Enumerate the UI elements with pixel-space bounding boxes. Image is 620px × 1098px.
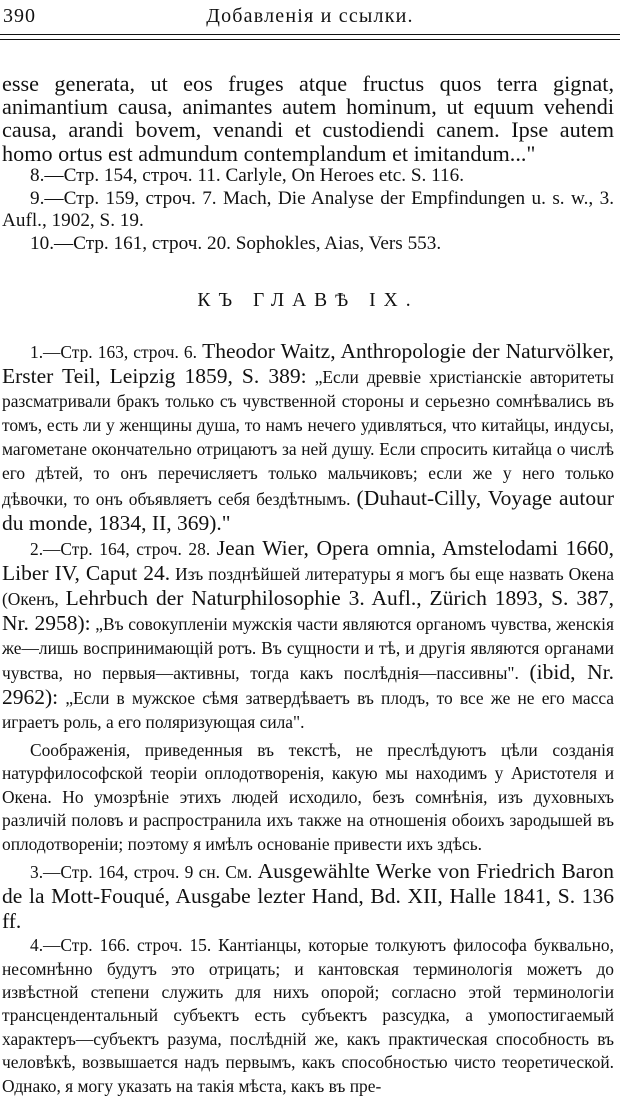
note-citation: Mach, Die Analyse der Empfindungen u. s. w., 3. Aufl., 1902, S. 19. xyxy=(2,187,614,232)
latin-quote: esse generata, ut eos fruges atque fructus quos terra gignat, animantium causa, animantes autem hominum, ut equum vehendi causa, arandi bovem, venandi et custodiendi canem. Ipse autem homo ortus est admundum contemplandum et imitandum..." xyxy=(2,71,614,166)
note-citation: Ausgewählte Werke von Friedrich Baron de la Mott-Fouqué, Ausgabe lezter Hand, Bd. XII, Halle 1841, S. 136 ff. xyxy=(2,859,614,933)
chapter-note-2 xyxy=(2,536,614,735)
note-source: (Duhaut-Cilly, Voyage autour du monde, 1834, II, 369)." xyxy=(2,485,614,535)
note-citation-b: Lehrbuch der Naturphilosophie 3. Aufl., Zürich 1893, S. 387, Nr. 2958): xyxy=(2,585,614,636)
note-quote: „Если древвіе христіанскіе авторитеты разсматривали бракъ только съ чувственной стороны и серьезно сомнѣвались въ томъ, есть ли у женщины душа, то намъ нечего удивляться, что китайцы, индусы, магометане окончательно отрицаютъ за ней душу. Если спросить китайца о числѣ его дѣтей, то онъ перечисляетъ только мальчиковъ; если же у него только дѣвочки, то онъ объявляетъ себя бездѣтнымъ. xyxy=(2,367,614,509)
note-10 xyxy=(2,233,614,256)
note-ref: 3.—Стр. 164, строч. 9 сн. См. xyxy=(30,862,253,883)
note-9 xyxy=(2,188,614,234)
note-ref: 10.—Стр. 161, строч. 20. xyxy=(30,233,231,255)
chapter-note-3 xyxy=(2,860,614,934)
chapter-heading: КЪ ГЛАВѢ IX. xyxy=(197,290,419,311)
note-text: Изъ позднѣйшей литературы я могъ бы еще назвать Окена (Окенъ, xyxy=(2,563,614,609)
note-citation: Carlyle, On Heroes etc. S. 116. xyxy=(225,164,464,186)
header-rule-bottom xyxy=(0,39,620,40)
note-ref: 2.—Стр. 164, строч. 28. xyxy=(30,538,211,559)
note-ref: 8.—Стр. 154, строч. 11. xyxy=(30,164,221,186)
chapter-note-1 xyxy=(2,339,614,536)
header-rule-top xyxy=(0,34,620,35)
note-8 xyxy=(2,165,614,188)
note-text-b: „Въ совокупленіи мужскія части являются органомъ чувства, женскія же—лишь воспринимающій ротъ. Въ сущности и тѣ, и другія являются органами чувства, но первыя—активны, тогда какъ послѣднія—пассивны". xyxy=(2,614,614,684)
chapter-note-4 xyxy=(2,934,614,1098)
note-2-paragraph: Соображенія, приведенныя въ текстѣ, не преслѣдуютъ цѣли созданія натурфилософской теоріи оплодотворенія, какую мы находимъ у Аристотеля и Окена. Но умозрѣніе этихъ людей исходило, безъ сомнѣнія, изъ духовныхъ различій половъ и распространила ихъ также на отношенія обоихъ зародышей въ оплодотвореніи; поэтому я имѣлъ основаніе привести ихъ здѣсь. xyxy=(2,739,614,854)
note-citation: Sophokles, Aias, Vers 553. xyxy=(235,233,442,255)
note-ref: 9.—Стр. 159, строч. 7. xyxy=(30,187,217,209)
note-citation: Theodor Waitz, Anthropologie der Naturvölker, Erster Teil, Leipzig 1859, S. 389: xyxy=(2,339,614,389)
note-text-c: „Если в мужское сѣмя затвердѣваетъ въ плодъ, то все же не его масса играетъ роль, а его поляризующая сила". xyxy=(2,688,614,733)
page-number: 390 xyxy=(3,5,36,27)
running-title: Добавленія и ссылки. xyxy=(206,5,414,27)
note-ref: 1.—Стр. 163, строч. 6. xyxy=(30,342,197,362)
note-citation-c: (ibid, Nr. 2962): xyxy=(2,660,614,710)
note-ref: 4.—Стр. 166. строч. 15. xyxy=(30,935,212,956)
note-citation: Jean Wier, Opera omnia, Amstelodami 1660, Liber IV, Caput 24. xyxy=(2,535,614,585)
note-text: Кантіанцы, которые толкуютъ философа буквально, несомнѣнно будутъ это отрицать; и кантовская терминологія можетъ до извѣстной степени служить для нихъ опорой; согласно этой терминологіи трансцендентальный субъектъ есть субъектъ разсудка, а умопостигаемый характеръ—субъектъ разума, послѣдній же, какъ практическая способность въ человѣкѣ, возвышается надъ первымъ, какъ способностью чисто теоретической. Однако, я могу указать на такія мѣста, какъ въ пре- xyxy=(2,935,614,1096)
page-body xyxy=(2,72,614,1098)
